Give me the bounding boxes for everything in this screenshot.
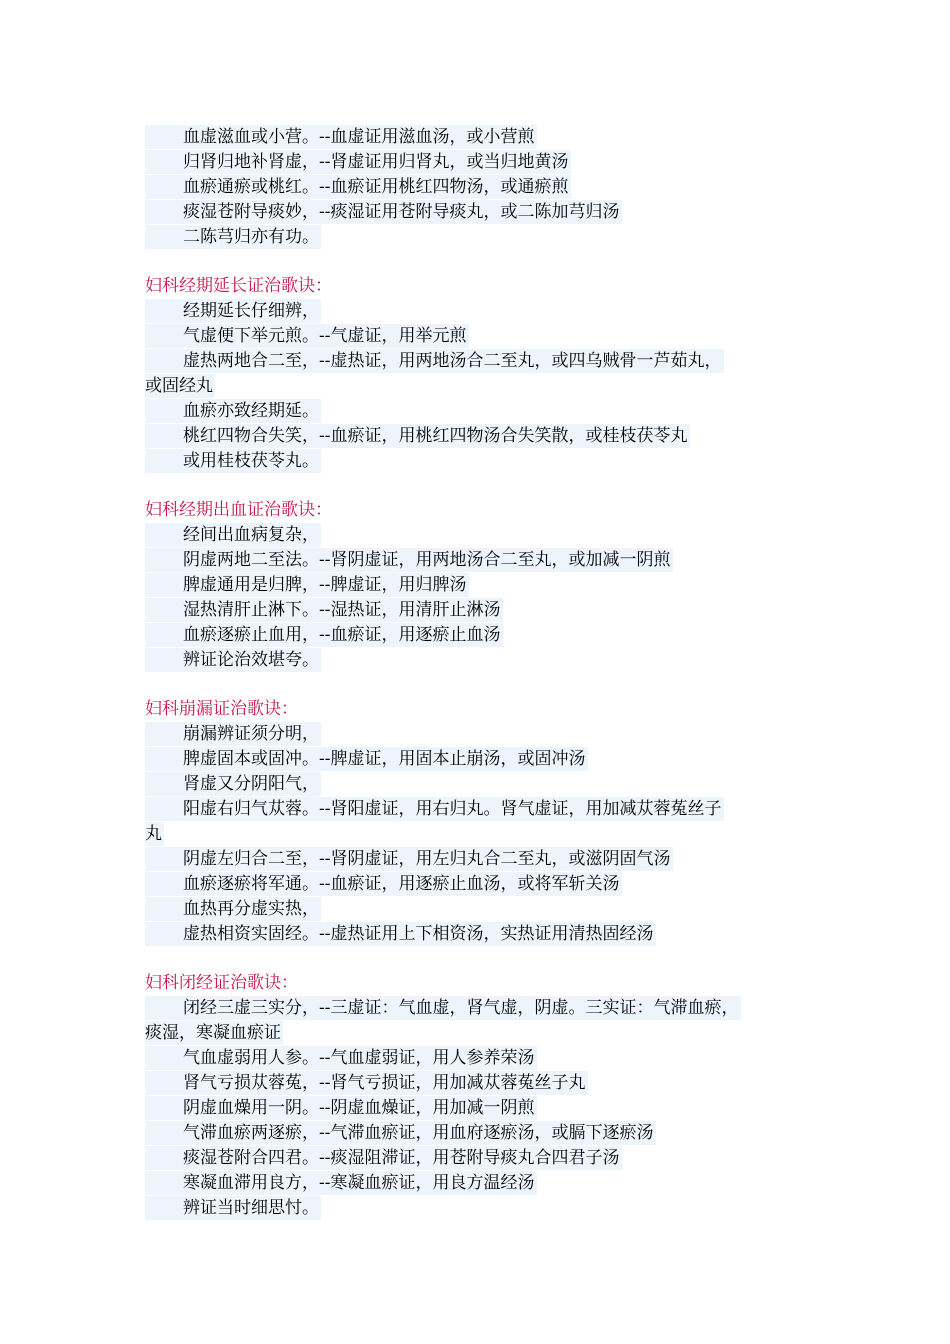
section-gap [145,947,835,971]
document-body [145,125,835,1221]
section-gap [145,474,835,498]
text-line: 崩漏辨证须分明， [145,722,835,747]
text-line: 经期延长仔细辨， [145,299,835,324]
text-line: 血虚滋血或小营。--血虚证用滋血汤，或小营煎 [145,125,835,150]
text-line: 二陈芎归亦有功。 [145,225,835,250]
text-line: 闭经三虚三实分，--三虚证：气血虚，肾气虚，阴虚。三实证：气滞血瘀， [145,996,835,1021]
text-line: 痰湿苍附合四君。--痰湿阻滞证，用苍附导痰丸合四君子汤 [145,1146,835,1171]
text-line: 虚热相资实固经。--虚热证用上下相资汤，实热证用清热固经汤 [145,922,835,947]
text-line: 虚热两地合二至，--虚热证，用两地汤合二至丸，或四乌贼骨一芦茹丸， [145,349,835,374]
text-line: 气虚便下举元煎。--气虚证，用举元煎 [145,324,835,349]
text-line: 血瘀逐瘀将军通。--血瘀证，用逐瘀止血汤，或将军斩关汤 [145,872,835,897]
text-line: 阴虚左归合二至，--肾阴虚证，用左归丸合二至丸，或滋阴固气汤 [145,847,835,872]
text-line: 肾虚又分阴阳气， [145,772,835,797]
text-line: 痰湿苍附导痰妙，--痰湿证用苍附导痰丸，或二陈加芎归汤 [145,200,835,225]
text-line: 或用桂枝茯苓丸。 [145,449,835,474]
text-line: 辨证论治效堪夸。 [145,648,835,673]
section-gap [145,673,835,697]
text-line-continuation: 丸 [145,824,162,844]
text-line: 脾虚固本或固冲。--脾虚证，用固本止崩汤，或固冲汤 [145,747,835,772]
section-heading: 妇科经期出血证治歌诀： [145,500,332,520]
text-line: 桃红四物合失笑，--血瘀证，用桃红四物汤合失笑散，或桂枝茯苓丸 [145,424,835,449]
text-line: 血热再分虚实热， [145,897,835,922]
text-line-continuation: 或固经丸 [145,376,213,396]
text-line-continuation: 痰湿，寒凝血瘀证 [145,1023,281,1043]
text-line: 经间出血病复杂， [145,523,835,548]
section-heading: 妇科闭经证治歌诀： [145,973,298,993]
text-line: 血瘀通瘀或桃红。--血瘀证用桃红四物汤，或通瘀煎 [145,175,835,200]
section-heading: 妇科崩漏证治歌诀： [145,699,298,719]
text-line: 肾气亏损苁蓉菟，--肾气亏损证，用加减苁蓉菟丝子丸 [145,1071,835,1096]
text-line: 寒凝血滞用良方，--寒凝血瘀证，用良方温经汤 [145,1171,835,1196]
section-heading: 妇科经期延长证治歌诀： [145,276,332,296]
text-line: 归肾归地补肾虚，--肾虚证用归肾丸，或当归地黄汤 [145,150,835,175]
text-line: 血瘀亦致经期延。 [145,399,835,424]
section-gap [145,250,835,274]
text-line: 辨证当时细思忖。 [145,1196,835,1221]
text-line: 血瘀逐瘀止血用，--血瘀证，用逐瘀止血汤 [145,623,835,648]
text-line: 脾虚通用是归脾，--脾虚证，用归脾汤 [145,573,835,598]
text-line: 气滞血瘀两逐瘀，--气滞血瘀证，用血府逐瘀汤，或膈下逐瘀汤 [145,1121,835,1146]
text-line: 阳虚右归气苁蓉。--肾阳虚证，用右归丸。肾气虚证，用加减苁蓉菟丝子 [145,797,835,822]
text-line: 阴虚血燥用一阴。--阴虚血燥证，用加减一阴煎 [145,1096,835,1121]
text-line: 阴虚两地二至法。--肾阴虚证，用两地汤合二至丸，或加减一阴煎 [145,548,835,573]
text-line: 湿热清肝止淋下。--湿热证，用清肝止淋汤 [145,598,835,623]
text-line: 气血虚弱用人参。--气血虚弱证，用人参养荣汤 [145,1046,835,1071]
